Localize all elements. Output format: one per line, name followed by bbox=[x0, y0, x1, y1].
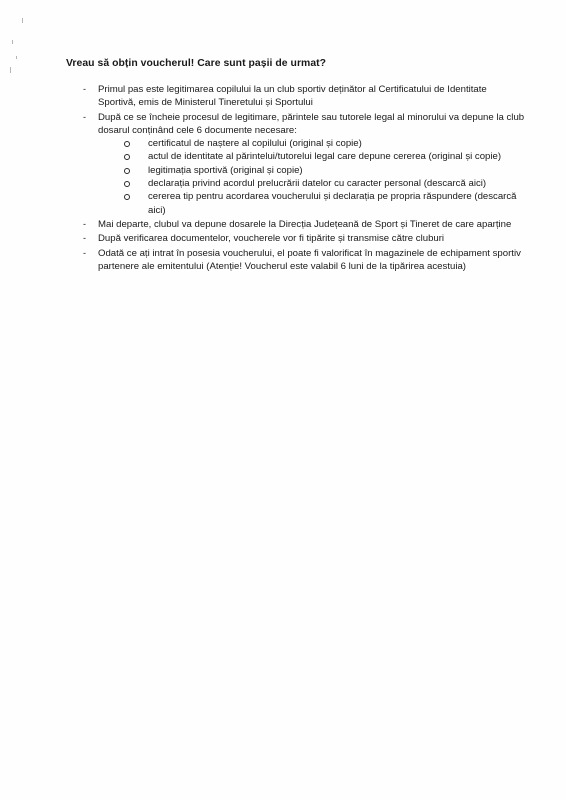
dash-marker: - bbox=[83, 247, 86, 258]
sublist-item bbox=[121, 177, 526, 190]
sublist-item-text: declarația privind acordul prelucrării datelor cu caracter personal (descarcă aici) bbox=[148, 178, 487, 190]
circle-bullet-icon bbox=[124, 194, 130, 200]
document-title: Vreau să obțin voucherul! Care sunt pașii de urmat? bbox=[66, 58, 327, 69]
circle-bullet-icon bbox=[124, 181, 130, 187]
step-text: Odată ce ați intrat în posesia voucherului, el poate fi valorificat în magazinele de echipament sportiv partenere ale emitentului (Atenție! Voucherul este valabil 6 luni de la tipărirea acestuia) bbox=[98, 247, 521, 272]
steps-list bbox=[66, 83, 526, 274]
circle-bullet-icon bbox=[124, 154, 130, 160]
sublist-item-text: actul de identitate al părintelui/tutorelui legal care depune cererea (original și copie) bbox=[148, 151, 502, 163]
step-text: După ce se încheie procesul de legitimare, părintele sau tutorele legal al minorului va depune la club dosarul conținând cele 6 documente necesare: bbox=[98, 111, 525, 136]
step-text: Mai departe, clubul va depune dosarele la Direcția Județeană de Sport și Tineret de care aparține bbox=[98, 218, 512, 230]
step-item bbox=[66, 232, 526, 245]
scan-artifact-mark bbox=[22, 18, 23, 23]
step-text: Primul pas este legitimarea copilului la un club sportiv deținător al Certificatului de Identitate Sportivă, emis de Ministerul Tineretului și Sportului bbox=[98, 84, 487, 109]
circle-bullet-icon bbox=[124, 141, 130, 147]
dash-marker: - bbox=[83, 84, 86, 94]
sublist-item bbox=[121, 190, 526, 217]
sublist-item bbox=[121, 150, 526, 163]
dash-marker: - bbox=[83, 233, 86, 244]
scan-artifact-mark bbox=[12, 40, 13, 44]
sublist-item-text: legitimația sportivă (original și copie) bbox=[148, 164, 303, 176]
sublist-item-text: certificatul de naștere al copilului (original și copie) bbox=[148, 138, 362, 150]
documents-sublist bbox=[98, 137, 526, 217]
scan-artifact-mark bbox=[10, 67, 11, 73]
step-text: După verificarea documentelor, voucherele vor fi tipărite și transmise către cluburi bbox=[98, 233, 445, 245]
dash-marker: - bbox=[83, 111, 86, 122]
step-item bbox=[66, 218, 526, 231]
step-item bbox=[66, 111, 526, 217]
step-item bbox=[66, 247, 526, 274]
step-item bbox=[66, 83, 526, 110]
sublist-item bbox=[121, 137, 526, 150]
dash-marker: - bbox=[83, 218, 86, 229]
circle-bullet-icon bbox=[124, 168, 130, 174]
scan-artifact-mark bbox=[16, 56, 17, 59]
sublist-item bbox=[121, 164, 526, 177]
sublist-item-text: cererea tip pentru acordarea voucherului și declarația pe propria răspundere (descarcă aici) bbox=[148, 191, 517, 216]
